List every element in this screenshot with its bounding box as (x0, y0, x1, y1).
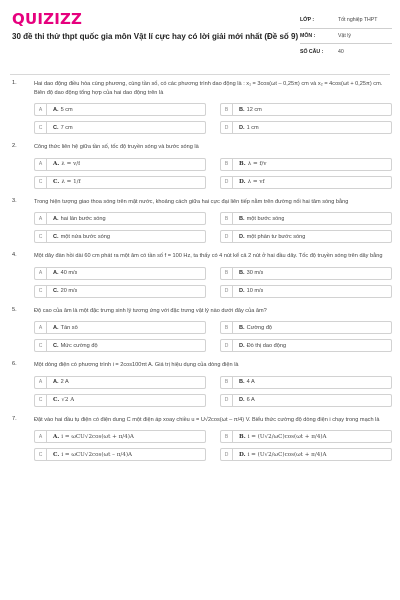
answer-options (34, 430, 390, 461)
option-text (47, 125, 73, 131)
answer-option-d[interactable] (220, 285, 392, 298)
question-text: Một dây đàn hồi dài 60 cm phát ra một âm có tần số f = 100 Hz, ta thấy có 4 nút kể cả 2 nút ở hai đầu dây. Tốc độ truyền sóng trên dây bằng (34, 253, 383, 259)
question-text: Công thức liên hệ giữa tần số, tốc độ truyền sóng và bước sóng là (34, 144, 199, 150)
option-text (47, 270, 77, 276)
option-text (47, 161, 80, 167)
answer-option-b[interactable] (220, 212, 392, 225)
option-value: 20 m/s (60, 288, 78, 294)
answer-option-c[interactable] (34, 285, 206, 298)
answer-option-d[interactable] (220, 230, 392, 243)
question-number: 4. (12, 252, 17, 258)
question-number: 1. (12, 80, 17, 86)
option-text (233, 161, 267, 167)
answer-option-d[interactable] (220, 339, 392, 352)
option-label: D. (239, 342, 245, 349)
option-label: A. (53, 324, 59, 331)
option-letter-box: B (221, 322, 233, 333)
option-text (233, 179, 265, 185)
option-value: một phần tư bước sóng (246, 233, 306, 240)
option-label: A. (53, 433, 60, 440)
question-3 (0, 198, 400, 244)
option-value: i = (U√2/ωC)cos(ωt + π/4)A (247, 433, 327, 440)
meta-row-class (300, 13, 392, 29)
question-number: 6. (12, 361, 17, 367)
question-text: Trong hiện tượng giao thoa sóng trên mặt nước, khoảng cách giữa hai cực đại liên tiếp nằm trên đường nối hai tâm sóng bằng (34, 198, 349, 205)
option-value: hai lần bước sóng (60, 215, 106, 222)
answer-option-d[interactable] (220, 394, 392, 407)
option-value: một bước sóng (246, 215, 285, 222)
option-text (47, 216, 106, 222)
option-letter-box: C (35, 177, 47, 188)
option-label: C. (53, 233, 59, 240)
answer-option-c[interactable] (34, 339, 206, 352)
option-label: A. (53, 161, 60, 167)
option-letter-box: B (221, 213, 233, 224)
question-number: 2. (12, 143, 17, 149)
answer-option-c[interactable] (34, 176, 206, 189)
option-text (233, 270, 263, 276)
option-value: 4 A (246, 379, 255, 385)
answer-option-a[interactable] (34, 430, 206, 443)
option-value: Cường độ (246, 324, 273, 331)
option-value: 10 m/s (246, 288, 264, 294)
option-letter-box: D (221, 449, 233, 460)
answer-option-a[interactable] (34, 376, 206, 389)
option-label: C. (53, 124, 59, 131)
question-5 (0, 307, 400, 353)
option-label: D. (239, 179, 246, 185)
answer-option-b[interactable] (220, 103, 392, 116)
question-list (0, 80, 400, 470)
option-letter-box: C (35, 395, 47, 406)
option-label: D. (239, 397, 245, 403)
question-text: Đặt vào hai đầu tụ điện có điện dung C một điện áp xoay chiều u = U√2cos(ωt – π/4) V. Biểu thức cường độ dòng điện i chạy trong mạch là (34, 416, 380, 423)
option-value: 5 cm (60, 106, 73, 113)
option-letter-box: D (221, 231, 233, 242)
option-value: Đồ thị dao động (246, 342, 287, 349)
option-text (233, 397, 255, 403)
option-label: D. (239, 124, 245, 131)
option-text (233, 107, 262, 113)
answer-option-c[interactable] (34, 121, 206, 134)
answer-option-a[interactable] (34, 212, 206, 225)
option-label: D. (239, 288, 245, 294)
answer-option-b[interactable] (220, 430, 392, 443)
question-number: 3. (12, 197, 17, 204)
option-text (233, 234, 305, 240)
answer-options (34, 103, 390, 134)
option-letter-box: C (35, 449, 47, 460)
option-text (47, 288, 77, 294)
option-text (233, 216, 284, 222)
option-text (47, 325, 78, 331)
question-text: Độ cao của âm là một đặc trưng sinh lý tương ứng với đặc trưng vật lý nào dưới đây của âm? (34, 307, 267, 314)
option-letter-box: B (221, 268, 233, 279)
option-value: 7 cm (60, 124, 73, 131)
option-letter-box: D (221, 340, 233, 351)
option-label: A. (53, 215, 59, 222)
answer-options (34, 321, 390, 352)
meta-value: Tốt nghiệp THPT (338, 17, 378, 24)
option-value: 12 cm (246, 106, 262, 113)
option-value: 6 A (246, 397, 255, 403)
option-letter-box: B (221, 159, 233, 170)
option-text (47, 452, 132, 458)
option-value: 30 m/s (246, 270, 264, 276)
option-value: λ = 1/f (61, 179, 81, 185)
answer-option-a[interactable] (34, 158, 206, 171)
answer-option-c[interactable] (34, 448, 206, 461)
option-text (233, 343, 286, 349)
option-letter-box: D (221, 177, 233, 188)
option-label: A. (53, 379, 59, 385)
option-value: Tần số (60, 324, 78, 331)
question-6 (0, 361, 400, 407)
answer-option-b[interactable] (220, 376, 392, 389)
option-text (47, 379, 69, 385)
answer-option-b[interactable] (220, 267, 392, 280)
option-letter-box: A (35, 213, 47, 224)
answer-option-d[interactable] (220, 176, 392, 189)
answer-option-d[interactable] (220, 121, 392, 134)
option-value: 40 m/s (60, 270, 78, 276)
question-4 (0, 252, 400, 298)
option-text (47, 107, 73, 113)
meta-key: MÔN : (300, 32, 316, 39)
option-text (233, 325, 272, 331)
option-label: B. (239, 270, 245, 276)
option-label: B. (239, 324, 245, 331)
answer-option-b[interactable] (220, 321, 392, 334)
option-text (47, 343, 98, 349)
meta-value: 40 (338, 48, 344, 55)
header-divider (10, 74, 390, 75)
option-label: A. (53, 270, 59, 276)
option-label: B. (239, 161, 246, 167)
option-value: Mức cường độ (60, 342, 98, 349)
meta-table (300, 13, 392, 60)
answer-option-a[interactable] (34, 267, 206, 280)
option-letter-box: B (221, 377, 233, 388)
option-value: 1 cm (246, 124, 259, 131)
option-label: C. (53, 342, 59, 349)
option-value: i = ωCU√2cos(ωt + π/4)A (61, 433, 134, 440)
answer-options (34, 158, 390, 189)
option-label: C. (53, 451, 60, 458)
option-label: B. (239, 433, 246, 440)
option-text (233, 379, 255, 385)
option-text (233, 125, 259, 131)
option-letter-box: C (35, 286, 47, 297)
meta-row-subject (300, 29, 392, 45)
option-label: D. (239, 451, 246, 458)
option-letter-box: D (221, 395, 233, 406)
meta-key: SỐ CÂU : (300, 48, 324, 55)
option-letter-box: B (221, 431, 233, 442)
answer-option-c[interactable] (34, 394, 206, 407)
option-value: √2 A (61, 397, 75, 403)
option-label: C. (53, 288, 59, 294)
option-value: λ = v/f (61, 161, 81, 167)
answer-option-a[interactable] (34, 321, 206, 334)
question-text: Hai dao động điều hòa cùng phương, cùng tần số, có các phương trình dao động là : x₁ = 3cos(ωt – 0,25π) cm và x₂ = 4cos(ωt + 0,25π) cm. Biên độ dao động tổng hợp của hai dao động trên là (34, 81, 383, 96)
answer-options (34, 376, 390, 407)
option-text (233, 434, 327, 440)
option-label: D. (239, 233, 245, 240)
option-letter-box: C (35, 122, 47, 133)
page-title: 30 đề thi thử thpt quốc gia môn Vật lí cực hay có lời giải mới nhất (Đề số 9) (12, 32, 299, 41)
option-value: λ = f/v (247, 161, 267, 167)
question-1 (0, 80, 400, 134)
option-letter-box: C (35, 340, 47, 351)
option-label: B. (239, 215, 245, 222)
option-letter-box: B (221, 104, 233, 115)
option-label: C. (53, 179, 60, 185)
question-number: 7. (12, 415, 17, 422)
option-text (233, 288, 263, 294)
meta-value: Vật lý (338, 32, 351, 39)
option-value: i = ωCU√2cos(ωt – π/4)A (61, 451, 133, 458)
option-letter-box: A (35, 322, 47, 333)
option-text (47, 179, 81, 185)
answer-option-b[interactable] (220, 158, 392, 171)
question-text: Một dòng điện có phương trình i = 2cos100πt A. Giá trị hiệu dụng của dòng điện là (34, 362, 239, 368)
option-label: B. (239, 106, 245, 113)
answer-options (34, 212, 390, 243)
option-value: i = (U√2/ωC)cos(ωt + π/4)A (247, 451, 327, 458)
option-label: B. (239, 379, 245, 385)
answer-option-c[interactable] (34, 230, 206, 243)
option-label: A. (53, 106, 59, 113)
option-letter-box: A (35, 377, 47, 388)
meta-key: LỚP : (300, 17, 315, 24)
option-value: một nửa bước sóng (60, 233, 110, 240)
option-letter-box: A (35, 431, 47, 442)
option-text (47, 434, 134, 440)
question-2 (0, 143, 400, 189)
option-letter-box: D (221, 286, 233, 297)
option-letter-box: D (221, 122, 233, 133)
answer-options (34, 267, 390, 298)
option-letter-box: A (35, 159, 47, 170)
option-text (47, 234, 110, 240)
option-value: 2 A (60, 379, 69, 385)
option-letter-box: C (35, 231, 47, 242)
option-text (233, 452, 327, 458)
option-value: λ = vf (247, 179, 265, 185)
meta-row-count (300, 44, 392, 60)
answer-option-d[interactable] (220, 448, 392, 461)
option-label: C. (53, 397, 60, 403)
option-text (47, 397, 74, 403)
question-7 (0, 416, 400, 462)
question-number: 5. (12, 306, 17, 313)
option-letter-box: A (35, 104, 47, 115)
answer-option-a[interactable] (34, 103, 206, 116)
quizizz-logo: QUIZIZZ (12, 10, 83, 28)
header (0, 0, 400, 62)
option-letter-box: A (35, 268, 47, 279)
